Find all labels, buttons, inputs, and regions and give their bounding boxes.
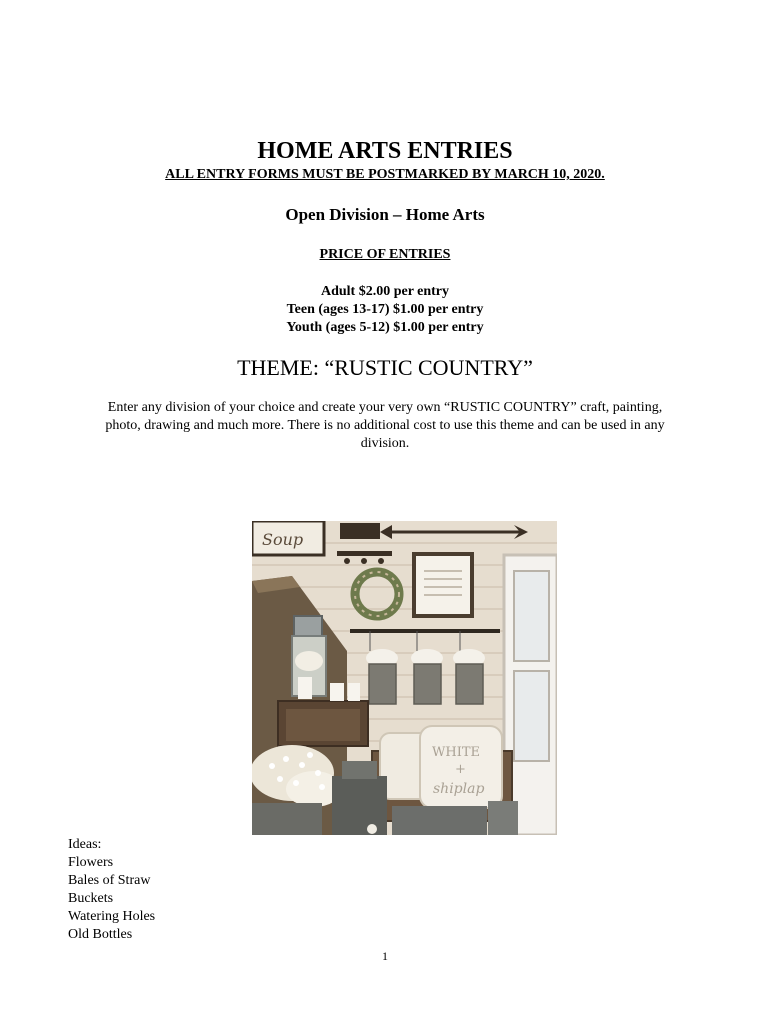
list-item: Flowers [68,855,114,870]
ideas-list [68,836,155,944]
pillow-text-shiplap: shiplap [433,781,485,797]
deadline-notice: ALL ENTRY FORMS MUST BE POSTMARKED BY MARCH 10, 2020. [165,167,605,182]
price-list [0,283,770,337]
price-item-youth: Youth (ages 5-12) $1.00 per entry [286,320,484,335]
ideas-heading: Ideas: [68,837,102,852]
description-line: division. [360,436,410,451]
theme-heading: THEME: “RUSTIC COUNTRY” [237,355,533,380]
page-number: 1 [382,949,388,963]
rustic-decor-illustration [252,521,557,835]
pillow-text-white: WHITE [432,745,480,760]
page-title: HOME ARTS ENTRIES [257,138,513,164]
theme-description [60,399,710,453]
list-item: Watering Holes [68,909,156,924]
price-item-teen: Teen (ages 13-17) $1.00 per entry [286,302,484,317]
list-item: Buckets [68,891,114,906]
division-heading: Open Division – Home Arts [285,205,485,224]
soup-sign-text: Soup [262,530,304,549]
price-heading: PRICE OF ENTRIES [319,247,451,262]
list-item: Old Bottles [68,927,133,942]
description-line: photo, drawing and much more. There is no additional cost to use this theme and can be used in any [105,418,665,433]
description-line: Enter any division of your choice and create your very own “RUSTIC COUNTRY” craft, painting, [107,400,663,415]
price-item-adult: Adult $2.00 per entry [320,284,450,299]
list-item: Bales of Straw [68,873,151,888]
pillow-text-plus: + [455,762,466,777]
rustic-decor-photo [252,521,557,835]
